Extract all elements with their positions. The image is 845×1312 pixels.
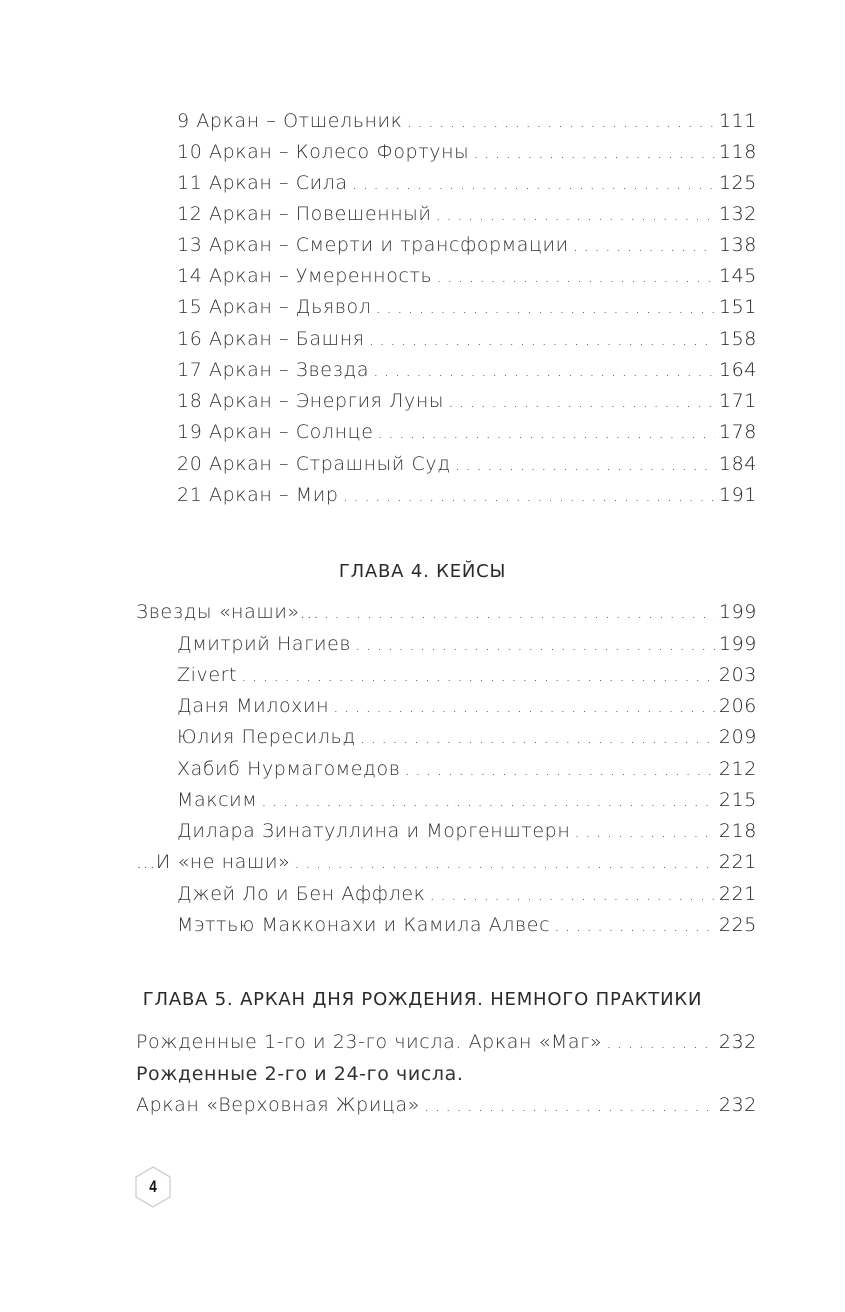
- toc-entry-title: 12 Аркан – Повешенный: [177, 203, 432, 225]
- toc-entry-title: Юлия Пересильд: [177, 726, 356, 748]
- toc-entry[interactable]: [0, 386, 845, 417]
- toc-entry[interactable]: [0, 910, 845, 941]
- toc-entry-page: 138: [718, 234, 757, 256]
- toc-entry-title: 14 Аркан – Умеренность: [177, 265, 433, 287]
- toc-entry-page: 199: [718, 601, 757, 623]
- toc-entry-title: 11 Аркан – Сила: [177, 172, 348, 194]
- toc-entry[interactable]: [0, 137, 845, 168]
- toc-entry[interactable]: [0, 261, 845, 292]
- leader-dots: [606, 1028, 715, 1059]
- toc-entry-page: 225: [718, 914, 757, 936]
- toc-entry-title: Джей Ло и Бен Аффлек: [177, 883, 426, 905]
- toc-entry-page: 221: [718, 883, 757, 905]
- toc-entry[interactable]: [0, 199, 845, 230]
- leader-dots: [554, 911, 715, 942]
- toc-entry-title: 13 Аркан – Смерти и трансформации: [177, 234, 569, 256]
- toc-entry-title: Дмитрий Нагиев: [177, 633, 352, 655]
- leader-dots: [355, 630, 715, 661]
- toc-entry-page: 158: [718, 328, 757, 350]
- toc-entry[interactable]: [0, 324, 845, 355]
- toc-entry-page: 125: [718, 172, 757, 194]
- toc-entry-page: 206: [718, 695, 757, 717]
- toc-entry-page: 232: [718, 1031, 757, 1053]
- toc-entry-page: 218: [718, 820, 757, 842]
- leader-dots: [407, 107, 715, 138]
- leader-dots: [324, 598, 715, 629]
- leader-dots: [424, 1091, 715, 1122]
- toc-entry-title: Даня Милохин: [177, 695, 330, 717]
- toc-entry-page: 199: [718, 633, 757, 655]
- toc-entry[interactable]: [0, 1090, 845, 1121]
- leader-dots: [573, 231, 715, 262]
- leader-dots: [430, 880, 715, 911]
- toc-entry-page: 191: [718, 484, 757, 506]
- toc-entry-title: 20 Аркан – Страшный Суд: [177, 453, 451, 475]
- leader-dots: [404, 755, 714, 786]
- toc-entry-title: Максим: [177, 789, 258, 811]
- toc-entry[interactable]: [0, 355, 845, 386]
- toc-entry[interactable]: [0, 292, 845, 323]
- toc-entry[interactable]: [0, 629, 845, 660]
- toc-entry-page: 145: [718, 265, 757, 287]
- leader-dots: [448, 387, 715, 418]
- toc-entry[interactable]: [0, 168, 845, 199]
- leader-dots: [343, 481, 715, 512]
- toc-entry-page: 164: [718, 359, 757, 381]
- toc-entry[interactable]: [0, 816, 845, 847]
- leader-dots: [360, 723, 715, 754]
- leader-dots: [373, 356, 715, 387]
- toc-entry[interactable]: [0, 106, 845, 137]
- toc-entry-title: 19 Аркан – Солнце: [177, 421, 374, 443]
- toc-entry-page: 221: [718, 851, 757, 873]
- toc-entry-title: 21 Аркан – Мир: [177, 484, 339, 506]
- leader-dots: [436, 262, 715, 293]
- toc-entry[interactable]: [0, 879, 845, 910]
- leader-dots: [333, 692, 715, 723]
- toc-entry-title: 15 Аркан – Дьявол: [177, 296, 372, 318]
- toc-entry[interactable]: [0, 754, 845, 785]
- toc-entry[interactable]: [0, 847, 845, 878]
- toc-entry[interactable]: [0, 230, 845, 261]
- toc-entry-title: Zivert: [177, 664, 238, 686]
- leader-dots: [436, 200, 715, 231]
- toc-entry[interactable]: [0, 660, 845, 691]
- toc-entry-title: Звезды «наши»...: [136, 601, 320, 623]
- toc-entry[interactable]: [0, 480, 845, 511]
- toc-entry-title: 17 Аркан – Звезда: [177, 359, 370, 381]
- leader-dots: [455, 450, 715, 481]
- toc-entry-title: 10 Аркан – Колесо Фортуны: [177, 141, 470, 163]
- toc-entry-page: 178: [718, 421, 757, 443]
- leader-dots: [241, 661, 715, 692]
- toc-entry-page: 118: [718, 141, 757, 163]
- leader-dots: [473, 138, 715, 169]
- leader-dots: [294, 848, 715, 879]
- toc-entry[interactable]: [0, 785, 845, 816]
- toc-entry-page: 184: [718, 453, 757, 475]
- leader-dots: [369, 325, 715, 356]
- toc-entry-page: 209: [718, 726, 757, 748]
- toc-entry[interactable]: [0, 722, 845, 753]
- toc-entry-page: 203: [718, 664, 757, 686]
- toc-entry-title: Аркан «Верховная Жрица»: [136, 1094, 420, 1116]
- chapter-4-heading: ГЛАВА 4. КЕЙСЫ: [338, 561, 507, 582]
- toc-entry[interactable]: [0, 597, 845, 628]
- leader-dots: [376, 293, 715, 324]
- toc-entry-page: 212: [718, 758, 757, 780]
- toc-entry-title-line1[interactable]: Рожденные 2-го и 24-го числа.: [136, 1063, 464, 1085]
- toc-entry-page: 215: [718, 789, 757, 811]
- toc-entry-page: 151: [718, 296, 757, 318]
- toc-entry-page: 171: [718, 390, 757, 412]
- toc-entry[interactable]: [0, 691, 845, 722]
- toc-entry-title: Дилара Зинатуллина и Моргенштерн: [177, 820, 571, 842]
- leader-dots: [377, 418, 714, 449]
- toc-entry[interactable]: [0, 417, 845, 448]
- toc-entry[interactable]: [0, 449, 845, 480]
- toc-entry-page: 232: [718, 1094, 757, 1116]
- leader-dots: [261, 786, 715, 817]
- toc-entry-title: Хабиб Нурмагомедов: [177, 758, 401, 780]
- toc-entry-title: 16 Аркан – Башня: [177, 328, 365, 350]
- leader-dots: [574, 817, 715, 848]
- toc-entry[interactable]: [0, 1027, 845, 1058]
- toc-entry-title: ...И «не наши»: [136, 851, 291, 873]
- toc-entry-page: 111: [718, 110, 757, 132]
- toc-entry-title: 9 Аркан – Отшельник: [177, 110, 403, 132]
- leader-dots: [352, 169, 715, 200]
- toc-entry-title: Рожденные 1-го и 23-го числа. Аркан «Маг»: [136, 1031, 603, 1053]
- page-number: 4: [149, 1177, 157, 1196]
- chapter-5-heading: ГЛАВА 5. АРКАН ДНЯ РОЖДЕНИЯ. НЕМНОГО ПРАКТИКИ: [142, 989, 703, 1010]
- toc-entry-page: 132: [718, 203, 757, 225]
- toc-entry-title: 18 Аркан – Энергия Луны: [177, 390, 445, 412]
- toc-entry-title: Мэттью Макконахи и Камила Алвес: [177, 914, 551, 936]
